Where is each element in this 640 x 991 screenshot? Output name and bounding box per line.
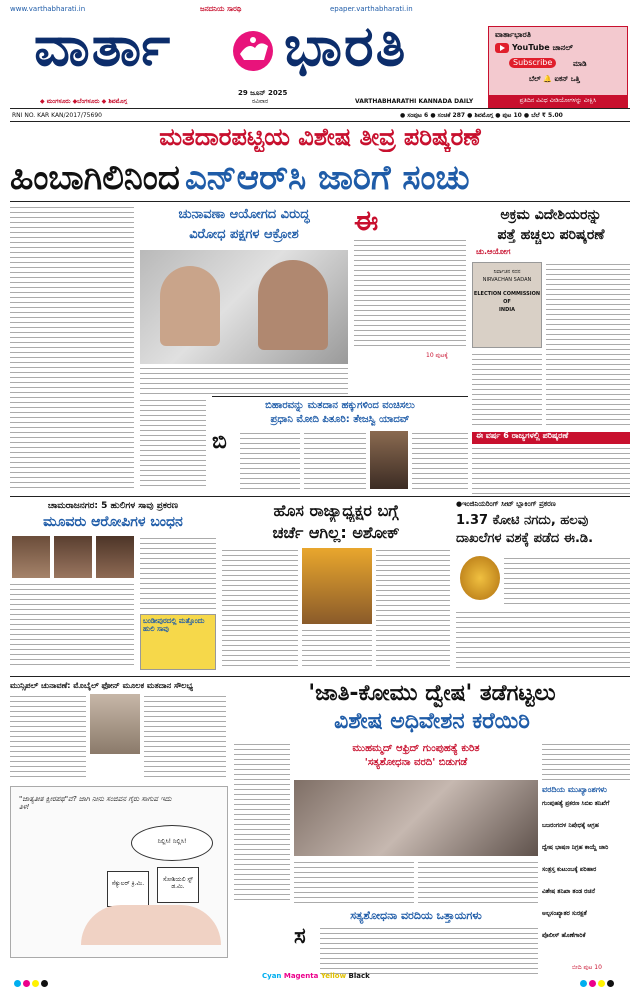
session-body-1 [234,742,290,902]
digest-title: ವರದಿಯ ಮುಖ್ಯಾಂಶಗಳು [542,785,607,794]
ec-sign-2: NIRVACHAN SADAN [482,277,532,283]
ec-sign-1: ನಿರ್ವಾಚನ ಸದನ [493,269,521,275]
person-left-photo [160,266,220,346]
ad-line2: YouTube ಚಾನಲ್ [512,43,573,52]
editions: ◆ ಮಂಗಳೂರು ◆ಬೆಂಗಳೂರು ◆ ಶಿವಮೊಗ್ಗ [40,98,128,105]
cartoon-board-1 [107,871,149,907]
lower-rule [10,676,630,677]
tiger-body-right [140,536,216,610]
ec-caption [140,366,348,394]
subscribe-button[interactable]: Subscribe [509,58,556,68]
cartoon-bubble-text: ನಿಲ್ಲಿಸಿ! ನಿಲ್ಲಿಸಿ! [157,838,187,845]
dot-yellow-icon [598,980,605,987]
ec-title-2: ವಿರೋಧ ಪಕ್ಷಗಳ ಆಕ್ರೋಶ [189,227,299,242]
ashok-body-3 [376,548,450,668]
ec-lead-body [354,238,466,350]
bihar-dropcap: ಬಿ [212,429,227,454]
bihar-body-2 [304,431,366,491]
digest-item-6 [542,932,630,939]
ashok-body-2 [302,628,372,668]
youtube-play-icon [495,43,509,53]
cartoon-sign-1: ಸೆಕ್ಯುಲರ್ ಕ್ರಿ.ಮಿ. [111,880,145,887]
website-url[interactable]: www.varthabharati.in [10,5,86,13]
title-left: ವಾರ್ತಾ [34,14,173,79]
ec-sign-3: ELECTION COMMISSION [473,291,541,297]
dot-black-icon [41,980,48,987]
cmyk-footer [0,966,640,986]
mobile-body-2 [144,694,226,780]
ed-story [456,500,630,672]
label-yellow: Yellow [320,972,347,980]
foreign-title-2: ಪತ್ತೆ ಹಚ್ಚಲು ಪರಿಷ್ಕರಣೆ [497,227,605,243]
foreign-title-1: ಅಕ್ರಮ ವಿದೇಶಿಯರನ್ನು [500,207,602,223]
ed-kicker: ●ಇಂಜಿನಿಯರಿಂಗ್ ಸೀಟ್ ಬ್ಲಾಕಿಂಗ್ ಪ್ರಕರಣ [456,500,556,508]
accused-photo-3 [96,536,134,578]
session-title-2: ವಿಶೇಷ ಅಧಿವೇಶನ ಕರೆಯಿರಿ [334,709,530,734]
tagline: ಜನದನಿಯ ಸಾರಥಿ [200,5,242,13]
tejashwi-photo [370,431,408,489]
dot-black-icon [607,980,614,987]
digest-item-text: ಸಂತ್ರಸ್ತ ಕುಟುಂಬಕ್ಕೆ ಪರಿಹಾರ [542,866,597,873]
epaper-url[interactable]: epaper.varthabharati.in [330,5,413,13]
masthead-title [34,14,474,88]
cartoon [10,786,228,958]
session-body-2 [294,860,414,906]
digest-box [542,742,630,976]
dot-cyan-icon [580,980,587,987]
digest-item-text: ಪೊಲೀಸ್ ಹೊಣೆಗಾರಿಕೆ [542,932,586,939]
bandipur-title: ಬಂಡೀಪುರದಲ್ಲಿ ಮತ್ತೊಂದು ಹುಲಿ ಸಾವು [143,617,205,633]
logo-emblem-icon [230,28,276,74]
digest-ref[interactable]: ಬೀದಿ ಪುಟ 10 [572,964,602,971]
six-states-body [472,446,630,494]
digest-item-0 [542,800,630,807]
main-headline [10,156,630,202]
foreign-voters-story [472,204,630,430]
lead-story-text [10,205,134,490]
cartoon-speech: "ಜಾತ್ಯತೀತ ಕ್ಷೀರಪಥ"ವೆ? ಜಾಗಿ ನೀನು ಸಂಜಿವನ ಗೈರು ಸಾಗುವ ಇದು ತಿಳಿ! [19,795,172,811]
session-sub-1: ಮುಹಮ್ಮದ್ ಆಫ್ರಿದ್ ಗುಂಪುಹತ್ಯೆ ಕುರಿತ [352,743,480,754]
digest-item-text: ಅಲ್ಪಸಂಖ್ಯಾತರ ಸುರಕ್ಷತೆ [542,910,587,917]
mobile-body-1 [10,694,86,780]
label-cyan: Cyan [262,972,282,980]
tiger-body-left [10,582,134,668]
digest-item-text: ಬಜರಂಗದಳ ನಿಷೇಧಕ್ಕೆ ಆಗ್ರಹ [542,822,599,829]
ashok-photo [302,548,372,624]
ec-title-1: ಚುನಾವಣಾ ಆಯೋಗದ ವಿರುದ್ಧ [178,207,310,222]
opposition-leaders-photo [140,250,348,364]
ec-sign-4: OF [503,299,511,305]
dot-magenta-icon [23,980,30,987]
cartoon-ground [81,905,221,945]
digest-item-text: ವಿಶೇಷ ತನಿಖಾ ತಂಡ ರಚನೆ [542,888,595,895]
tiger-kicker: ಚಾಮರಾಜನಗರ: 5 ಹುಲಿಗಳ ಸಾವು ಪ್ರಕರಣ [47,501,179,511]
bihar-body-1 [240,431,300,491]
issue-day: ರವಿವಾರ [252,98,269,105]
mid-rule [10,496,630,497]
issue-date: 29 ಜೂನ್ 2025 [238,89,288,97]
mobile-photo [90,694,140,754]
main-headline-black: ಹಿಂಬಾಗಿಲಿನಿಂದ [10,158,180,198]
digest-item-1 [542,822,630,829]
cartoon-sign-2: ಸೋಶಿಯಲಿ ಸ್ಟ್ ಡ.ಮಿ. [163,876,193,890]
ad-line4: ಬೆಲ್ 🔔 ಐಕನ್ ಒತ್ತಿ [529,75,580,83]
main-kicker: ಮತದಾರಪಟ್ಟಿಯ ವಿಶೇಷ ತೀವ್ರ ಪರಿಷ್ಕರಣೆ [159,123,481,151]
session-dropcap: ಸ [294,924,306,949]
ed-emblem-icon [460,556,500,600]
report-release-photo [294,780,538,856]
digest-item-text: ದ್ವೇಷ ಭಾಷಣ ನಿಗ್ರಹ ಕಾಯ್ದೆ ಜಾರಿ [542,844,609,851]
ad-line1: ವಾರ್ತಾಭಾರತಿ [495,30,531,39]
dot-cyan-icon [14,980,21,987]
six-states-title: ಈ ವರ್ಷ 6 ರಾಜ್ಯಗಳಲ್ಲಿ ಪರಿಷ್ಕರಣೆ [472,432,630,444]
label-black: Black [348,972,370,980]
session-sub-2: 'ಸತ್ಯಶೋಧನಾ ವರದಿ' ಬಿಡುಗಡೆ [364,757,468,768]
ed-title-2: ದಾಖಲೆಗಳ ವಶಕ್ಕೆ ಪಡೆದ ಈ.ಡಿ. [456,531,594,546]
ec-lead-story [354,204,466,362]
ec-story [140,204,348,364]
headline-rule [10,201,630,202]
session-title-1: 'ಜಾತಿ-ಕೋಮು ದ್ವೇಷ' ತಡೆಗಟ್ಟಲು [308,681,556,706]
ec-tag: ಚು.ಆಯೋಗ [476,247,511,256]
issue-info: ● ಸಂಪುಟ 6 ● ಸಂಚಿಕೆ 287 ● ಶಿವಮೊಗ್ಗ ● ಪುಟ 10 ● ಬೆಲೆ ₹ 5.00 [400,112,563,119]
ec-lead-dropcap: ಈ [354,204,379,237]
ad-line3: ಮಾಡಿ [573,60,587,68]
title-right: ಭಾರತಿ [284,14,408,79]
rni-number: RNI NO. KAR KAN/2017/75690 [12,112,102,119]
rni-rule-top [10,108,630,109]
ashok-title-2: ಚರ್ಚೆ ಆಗಿಲ್ಲ: ಅಶೋಕ್ [272,523,400,542]
foreign-body-left [472,352,542,426]
cartoon-bubble [131,825,213,861]
session-sub [294,742,538,778]
session-body-3 [418,860,538,906]
ed-title-1: 1.37 ಕೋಟಿ ನಗದು, ಹಲವು [456,513,589,528]
digest-item-5 [542,910,630,917]
bihar-story [212,396,468,495]
digest-item-2 [542,844,630,851]
bandipur-box [140,614,216,670]
digest-intro [542,742,630,782]
digest-item-3 [542,866,630,873]
ashok-body-1 [222,548,298,668]
dot-magenta-icon [589,980,596,987]
ec-sign-5: INDIA [499,307,515,313]
tiger-story [10,500,216,672]
registration-dots-left [14,972,50,991]
ec-body [140,398,206,490]
main-headline-blue: ಎನ್‌ಆರ್‌ಸಿ ಜಾರಿಗೆ ಸಂಚು [184,158,470,198]
label-magenta: Magenta [283,972,319,980]
cmyk-labels [262,972,370,980]
session-lower-title: ಸತ್ಯಶೋಧನಾ ವರದಿಯ ಒತ್ತಾಯಗಳು [350,909,482,922]
ed-body-1 [504,556,630,606]
digest-item-4 [542,888,630,895]
bihar-title-2: ಪ್ರಧಾನಿ ಮೋದಿ ಪಿತೂರಿ: ತೇಜಸ್ವಿ ಯಾದವ್ [270,414,410,425]
digest-item-text: ಗುಂಪುಹತ್ಯೆ ಪ್ರಕರಣ ಸಿಬಿಐ ತನಿಖೆಗೆ [542,800,610,807]
ashok-story [222,500,450,672]
mobile-title: ಮುನ್ಸಿಪಲ್ ಚುನಾವಣೆ: ಮೊಬೈಲ್ ಫೋನ್ ಮೂಲಕ ಮತದಾನ ಸೌಲಭ್ಯ [10,681,193,690]
foreign-body-right [546,262,630,426]
bihar-title-1: ಬಿಹಾರವನ್ನು ಮತದಾನ ಹಕ್ಕುಗಳಿಂದ ವಂಚಿಸಲು [265,400,415,411]
dot-yellow-icon [32,980,39,987]
mobile-voting-story [10,680,226,780]
tiger-title: ಮೂವರು ಆರೋಪಿಗಳ ಬಂಧನ [43,514,183,530]
ad-footer: ಪ್ರತಿದಿನ ವಿವಿಧ ವೀಡಿಯೋಗಳನ್ನು ವೀಕ್ಷಿಸಿ [489,95,627,109]
english-name: VARTHABHARATHI KANNADA DAILY [355,98,474,105]
registration-dots-right [580,972,616,991]
ec-lead-ref[interactable]: 10 ಪುಟಕ್ಕೆ [426,352,448,359]
ed-body-2 [456,610,630,668]
election-commission-photo [472,262,542,348]
accused-photo-1 [12,536,50,578]
youtube-ad[interactable] [488,26,628,108]
person-right-photo [258,260,328,350]
accused-photo-2 [54,536,92,578]
session-story [234,680,630,980]
ashok-title-1: ಹೊಸ ರಾಜ್ಯಾಧ್ಯಕ್ಷರ ಬಗ್ಗೆ [273,501,399,520]
bihar-body-3 [412,431,468,491]
cartoon-board-2 [157,867,199,903]
